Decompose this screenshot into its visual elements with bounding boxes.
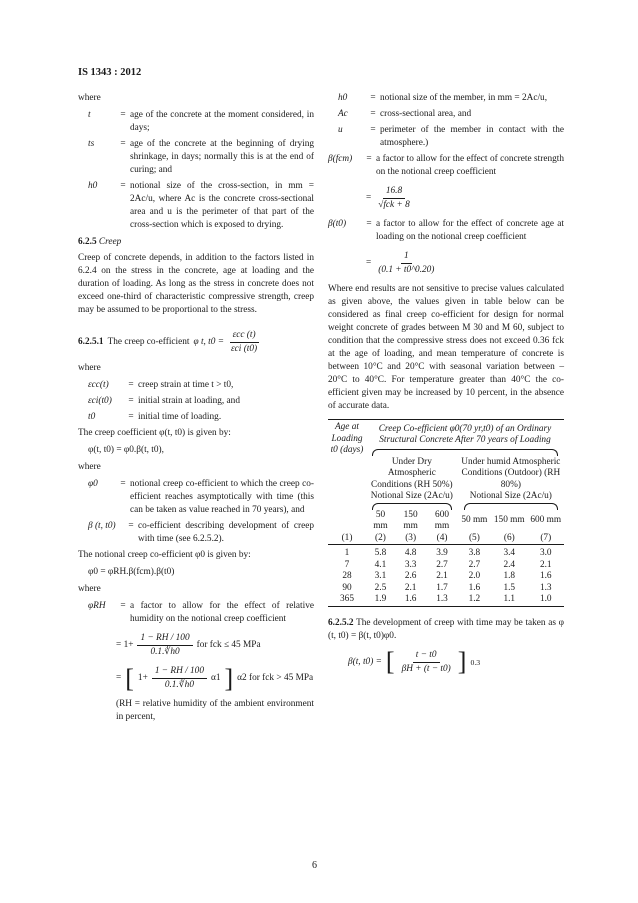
table-humid-header: Under humid Atmospheric Conditions (Outdoor) (RH 80%) (461, 456, 561, 490)
creep-paragraph: Creep of concrete depends, in addition to the factors listed in 6.2.4 on the stress in the concrete, age at loading and the duration of loading. As long as the stress in concrete does not exceed one-third of characteristic compressive strength, creep may be assumed to be proportional to the stress. (78, 253, 314, 315)
where-label: where (78, 363, 101, 373)
left-column (78, 92, 314, 728)
table-row: 90 2.5 2.1 1.7 1.6 1.5 1.3 (342, 582, 552, 593)
definition: age of the concrete at the beginning of drying shrinkage, in days; normally this is at the end of curing; and (130, 139, 314, 175)
table-intro-paragraph: Where end results are not sensitive to precise values calculated as given above, the values given in table below can be considered as final creep co-efficient for design for normal weight concrete of grades between M 30 and M 60, subject to condition that the compressive stress does not exceed 0.36 fck at the age of loading, and mean temperature of concrete is between 10°C and 20°C with seasonal variation between –20°C to 40°C. For temperature greater than 40°C the co-efficient given may be increased by 10 percent, in the absence of accurate data. (328, 284, 564, 411)
definition: notional size of the cross-section, in mm = 2Ac/u, where Ac is the concrete cross-sectional area and u is the perimeter of that part of the cross-section which is exposed to drying. (130, 181, 314, 230)
beta-t0-formula: = $\frac{1}{(0.1 + t0\^{}0.20)}$ (366, 251, 435, 275)
beta-t0-definition: β(t0) = a factor to allow for the effect of concrete age at loading on the notional creep coefficient (328, 219, 564, 242)
section-heading: 6.2.5 Creep (78, 237, 122, 247)
phi-rh-formula-2: = [ 1+ $\frac{1 - RH / 100}{0.1.∛h0}$ α1 ] α2 for fck > 45 MPa (116, 663, 314, 693)
section-number: 6.2.5.1 (78, 337, 104, 347)
table-row: 7 4.1 3.3 2.7 2.7 2.4 2.1 (344, 559, 552, 570)
section-text: The creep co-efficient (107, 337, 190, 347)
definition-row: β (t, t0) = co-efficient describing development of creep with time (see 6.2.5.2). (88, 521, 314, 544)
table-row: 28 3.1 2.6 2.1 2.0 1.8 1.6 (342, 571, 552, 581)
definition-row: φRH = a factor to allow for the effect of relative humidity on the notional creep coefficient (88, 601, 314, 624)
table-age-header: Age at Loading t0 (days) (330, 422, 364, 455)
page-header: IS 1343 : 2012 (78, 67, 142, 78)
notional-equation: φ0 = φRH.β(fcm).β(t0) (88, 567, 175, 577)
definition-row: Ac = cross-sectional area, and (338, 109, 472, 119)
beta-fcm-definition: β(fcm) = a factor to allow for the effect of concrete strength on the notional creep coefficient (328, 154, 564, 177)
fraction: $\frac{\text{εcc (t)}}{\text{εci (t0)}}$ (231, 330, 258, 354)
creep-coefficient-table: Age at Loading t0 (days) Creep Co-efficient φ0(70 yr,t0) of an Ordinary Structural Concrete After 70 years of Loading Under Dry Atmospheric Conditions (RH 50%) Under humid Atmospheric Conditions (Outdoor) (RH 80%) Notional Size (2Ac/u) Notional Size (2Ac/u) 50 mm 150 mm 600 mm 50 mm 150 mm 600 mm (1) (2) (3) (4) (5) (6) (7) 1 5.8 4.8 3.9 3.8 3.4 3.0 7 4.1 3.3 2.7 2.7 2.4 2.1 28 3.1 2.6 2.1 2.0 1.8 1.6 90 2.5 2.1 1.7 1.6 1.5 1.3 365 1.9 1.6 1.3 1.2 1.1 1.0 (328, 419, 564, 609)
table-size-row: 50 mm 150 mm 600 mm 50 mm 150 mm 600 mm (373, 509, 562, 531)
page-number: 6 (312, 860, 317, 871)
where-label: where (78, 584, 101, 594)
where-label: where (78, 93, 101, 103)
table-col-number-row: (1) (2) (3) (4) (5) (6) (7) (341, 532, 552, 543)
definition-row: φ0 = notional creep co-efficient to which the creep co-efficient reaches asymptotically with time (this can be taken as value reached in 70 years), and (88, 479, 314, 515)
creep-coefficient-formula (78, 329, 314, 356)
rh-note: (RH = relative humidity of the ambient environment in percent, (116, 699, 314, 722)
definition-row: h0 = notional size of the cross-section, in mm = 2Ac/u, where Ac is the concrete cross-sectional area and u is the perimeter of that part of the cross-section which is exposed to drying. (78, 180, 314, 232)
table-row: 1 5.8 4.8 3.9 3.8 3.4 3.0 (344, 548, 552, 558)
definition-row: t = age of the concrete at the moment considered, in days; (78, 109, 314, 135)
table-row: 365 1.9 1.6 1.3 1.2 1.1 1.0 (340, 594, 552, 604)
definition-row: εcc(t) = creep strain at time t > t0, (88, 380, 234, 390)
definition: age of the concrete at the moment considered, in days; (130, 110, 314, 133)
coefficient-equation: φ(t, t0) = φ0.β(t, t0), (88, 445, 164, 455)
symbol: t (88, 110, 91, 120)
definition-row: u = perimeter of the member in contact with the atmosphere.) (338, 125, 564, 148)
definition-row: h0 = notional size of the member, in mm = 2Ac/u, (338, 93, 548, 103)
symbol: h0 (88, 181, 98, 191)
right-column (328, 92, 564, 682)
definition-row: t0 = initial time of loading. (88, 412, 222, 422)
notional-statement: The notional creep co-efficient φ0 is given by: (78, 550, 251, 560)
beta-fcm-formula: = $\frac{16.8}{\text{√fck + 8}}$ (366, 186, 410, 210)
coefficient-statement: The creep coefficient φ(t, t0) is given by: (78, 428, 231, 438)
formula-lhs: φ t, t0 = (193, 337, 225, 347)
symbol: ts (88, 139, 95, 149)
where-label: where (78, 462, 101, 472)
beta-t-formula: β(t, t0) = [ $\frac{t - t0}{\beta H + (t - t0)}$ ] 0.3 (348, 647, 481, 676)
table-dry-header: Under Dry Atmospheric Conditions (RH 50%) (371, 456, 453, 490)
definition-row: εci(t0) = initial strain at loading, and (88, 396, 240, 406)
table-title: Creep Co-efficient φ0(70 yr,t0) of an Ordinary Structural Concrete After 70 years of Loading (378, 423, 552, 446)
section-6252: 6.2.5.2 The development of creep with time may be taken as φ (t, t0) = β(t, t0)φ0. (328, 617, 564, 641)
definition-row: ts = age of the concrete at the beginning of drying shrinkage, in days; normally this is at the end of curing; and (78, 138, 314, 177)
phi-rh-formula-1: = 1+ $\frac{1 - RH / 100}{0.1.∛h0}$ for fck ≤ 45 MPa (116, 633, 261, 657)
